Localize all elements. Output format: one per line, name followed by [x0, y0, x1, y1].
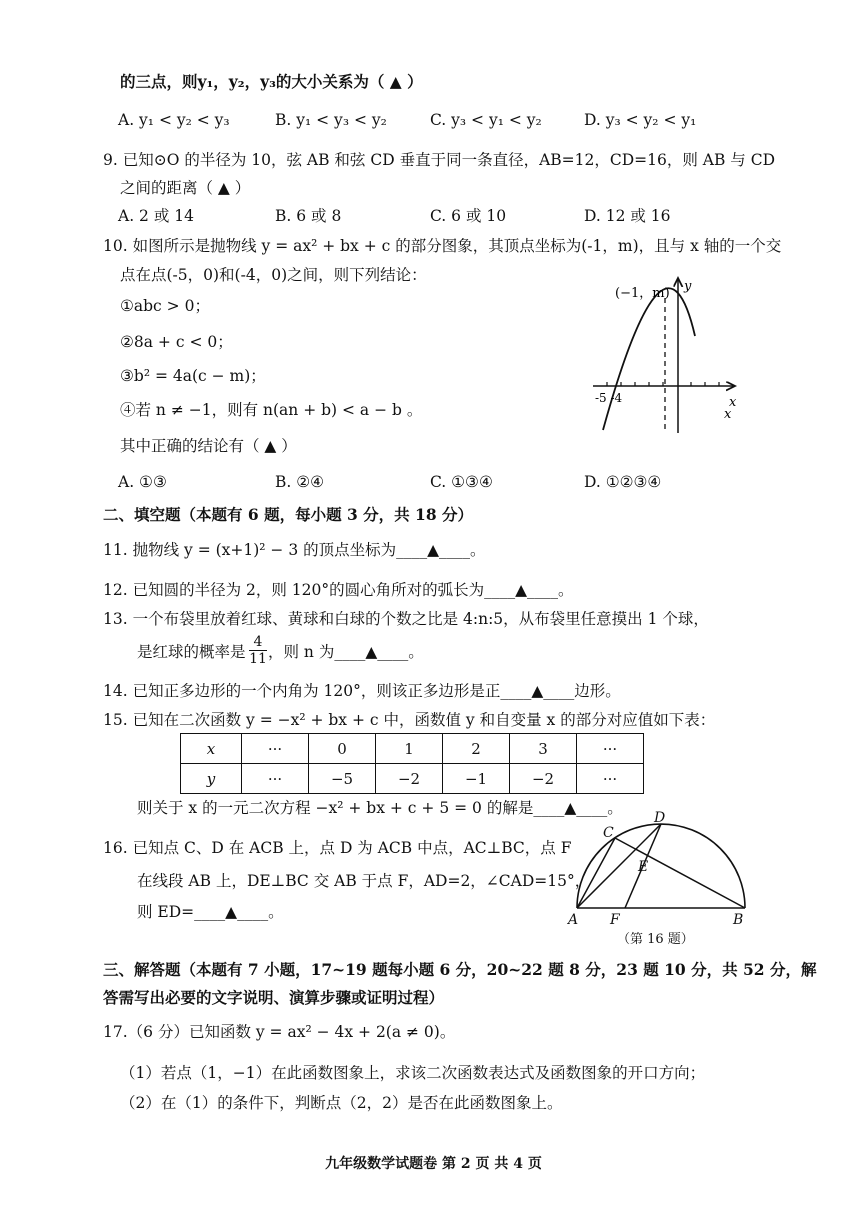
q9-option-b: B. 6 或 8 — [275, 207, 342, 225]
q10-option-d: D. ①②③④ — [584, 473, 662, 491]
q17-stem: 17.（6 分）已知函数 y = ax² − 4x + 2(a ≠ 0)。 — [103, 1023, 456, 1041]
point-label-a: A — [568, 912, 579, 928]
table-cell: −1 — [443, 764, 510, 794]
q10-option-c: C. ①③④ — [430, 473, 493, 491]
table-row-x — [181, 734, 644, 764]
table-cell: ··· — [577, 734, 644, 764]
tick-labels: -5 -4 — [595, 391, 623, 405]
table-cell: ··· — [242, 734, 309, 764]
q17-part2: （2）在（1）的条件下，判断点（2，2）是否在此函数图象上。 — [120, 1094, 563, 1112]
q8-option-b: B. y₁ < y₃ < y₂ — [275, 111, 387, 129]
vertex-label: (−1，m) — [615, 286, 670, 301]
table-cell: 1 — [376, 734, 443, 764]
x-axis-label: x — [729, 395, 737, 410]
table-cell: 3 — [510, 734, 577, 764]
section-3-line2: 答需写出必要的文字说明、演算步骤或证明过程） — [103, 988, 445, 1007]
table-cell: x — [181, 734, 242, 764]
parabola-curve — [603, 288, 695, 430]
parabola-graph — [585, 268, 745, 438]
table-cell: −2 — [376, 764, 443, 794]
point-label-c: C — [603, 825, 614, 841]
section-2-title: 二、填空题（本题有 6 题，每小题 3 分，共 18 分） — [103, 505, 474, 524]
q12: 12. 已知圆的半径为 2，则 120°的圆心角所对的弧长为____▲____。 — [103, 581, 574, 599]
section-3-line1: 三、解答题（本题有 7 小题，17~19 题每小题 6 分，20~22 题 8 分，23 题 10 分，共 52 分，解 — [103, 960, 817, 979]
q13-line2a: 是红球的概率是 — [137, 643, 246, 661]
q8-option-c: C. y₃ < y₁ < y₂ — [430, 111, 542, 129]
table-cell: 2 — [443, 734, 510, 764]
table-cell: y — [181, 764, 242, 794]
point-label-e: E — [638, 859, 649, 875]
q13-fraction — [249, 634, 267, 667]
q10-line1: 10. 如图所示是抛物线 y = ax² + bx + c 的部分图象，其顶点坐标为(-1，m)，且与 x 轴的一个交 — [103, 237, 782, 255]
segment-ad — [577, 824, 661, 908]
table-cell: 0 — [309, 734, 376, 764]
point-label-d: D — [654, 810, 666, 826]
q10-option-a: A. ①③ — [118, 473, 167, 491]
q8-stem: 的三点，则y₁，y₂，y₃的大小关系为（ ▲ ） — [120, 72, 423, 91]
q9-option-c: C. 6 或 10 — [430, 207, 507, 225]
q9-line2: 之间的距离（ ▲ ） — [120, 179, 251, 197]
table-cell: ··· — [242, 764, 309, 794]
q15-line1: 15. 已知在二次函数 y = −x² + bx + c 中，函数值 y 和自变量 x 的部分对应值如下表： — [103, 711, 716, 729]
q9-line1: 9. 已知⊙O 的半径为 10，弦 AB 和弦 CD 垂直于同一条直径，AB=12，CD=16，则 AB 与 CD — [103, 151, 776, 169]
q9-option-a: A. 2 或 14 — [118, 207, 194, 225]
q13-fraction-denominator: 11 — [249, 651, 267, 667]
q10-conclusion-2: ②8a + c < 0； — [120, 333, 233, 351]
q15-value-table — [180, 733, 644, 794]
segment-cb — [615, 838, 745, 908]
segment-ac — [577, 838, 615, 908]
table-cell: −5 — [309, 764, 376, 794]
q17-part1: （1）若点（1，−1）在此函数图象上，求该二次函数表达式及函数图象的开口方向； — [120, 1064, 706, 1082]
q8-option-a: A. y₁ < y₂ < y₃ — [118, 111, 230, 129]
q16-line2: 在线段 AB 上，DE⊥BC 交 AB 于点 F，AD=2，∠CAD=15°， — [137, 872, 591, 890]
point-label-f: F — [610, 912, 620, 928]
q8-option-d: D. y₃ < y₂ < y₁ — [584, 111, 697, 129]
q10-ask: 其中正确的结论有（ ▲ ） — [120, 437, 297, 455]
table-cell: ··· — [577, 764, 644, 794]
q10-line2: 点在点(-5，0)和(-4，0)之间，则下列结论： — [120, 266, 427, 284]
q10-conclusion-1: ①abc > 0； — [120, 297, 210, 315]
q15-line2: 则关于 x 的一元二次方程 −x² + bx + c + 5 = 0 的解是____▲____。 — [137, 799, 623, 817]
q16-line3: 则 ED=____▲____。 — [137, 903, 284, 921]
q13-fraction-numerator: 4 — [253, 634, 263, 650]
page-footer: 九年级数学试题卷 第 2 页 共 4 页 — [325, 1156, 542, 1172]
q11: 11. 抛物线 y = (x+1)² − 3 的顶点坐标为____▲____。 — [103, 541, 486, 559]
q10-conclusion-4: ④若 n ≠ −1，则有 n(an + b) < a − b 。 — [120, 401, 423, 419]
q9-option-d: D. 12 或 16 — [584, 207, 671, 225]
point-label-b: B — [733, 912, 744, 928]
q10-option-b: B. ②④ — [275, 473, 325, 491]
y-axis-label: y — [684, 279, 692, 294]
circle-figure — [565, 808, 750, 948]
q16-line1: 16. 已知点 C、D 在 ACB 上，点 D 为 ACB 中点，AC⊥BC，点 F — [103, 839, 572, 857]
table-row-y — [181, 764, 644, 794]
table-cell: −2 — [510, 764, 577, 794]
q13-line2b: ，则 n 为____▲____。 — [268, 643, 424, 661]
q10-conclusion-3: ③b² = 4a(c − m)； — [120, 367, 266, 385]
q13-line1: 13. 一个布袋里放着红球、黄球和白球的个数之比是 4:n:5，从布袋里任意摸出 1 个球， — [103, 610, 709, 628]
figure-caption: （第 16 题） — [617, 932, 694, 947]
x-axis-label-2: x — [724, 407, 732, 422]
q14: 14. 已知正多边形的一个内角为 120°，则该正多边形是正____▲____边形。 — [103, 682, 621, 700]
